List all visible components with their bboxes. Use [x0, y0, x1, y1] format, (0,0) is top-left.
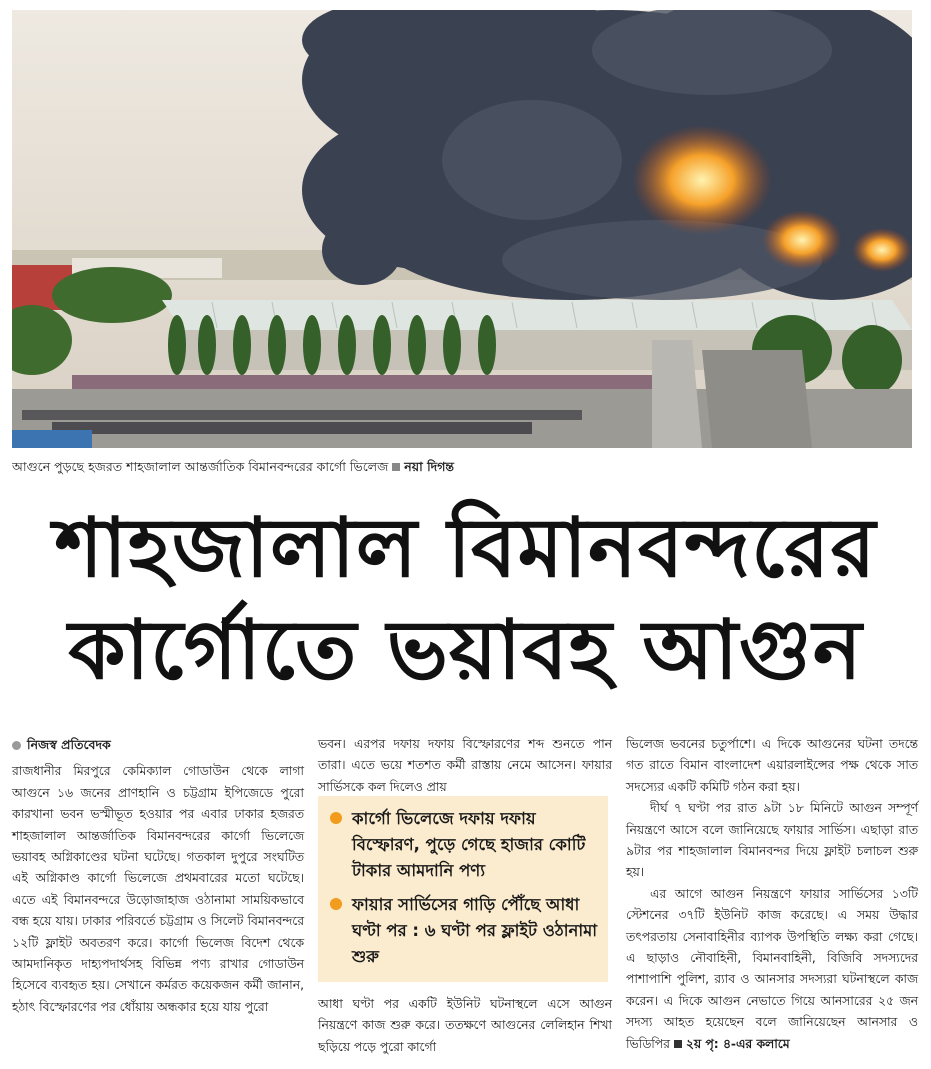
- byline: [12, 734, 304, 755]
- column-2-bottom-text: আধা ঘণ্টা পর একটি ইউনিট ঘটনাস্থলে এসে আগুন নিয়ন্ত্রণে কাজ শুরু করে। ততক্ষণে আগুনের লেলিহান শিখা ছড়িয়ে পড়ে পুরো কার্গো: [318, 997, 612, 1054]
- byline-text: নিজস্ব প্রতিবেদক: [27, 737, 111, 752]
- column-3-paragraph-3-text: এর আগে আগুন নিয়ন্ত্রণে ফায়ার সার্ভিসের ১৩টি স্টেশনের ৩৭টি ইউনিট কাজ করেছে। এ সময় উদ্ধার তৎপরতায় সেনাবাহিনীর ব্যাপক উপস্থিতি লক্ষ্য করা গেছে। এ ছাড়াও নৌবাহিনী, বিমানবাহিনী, বিজিবি সদস্যদের পাশাপাশি পুলিশ, র‍্যাব ও আনসার সদস্যরা ঘটনাস্থলে কাজ করেন। এ দিকে আগুন নেভাতে গিয়ে আনসারের ২৫ জন সদস্য আহত হয়েছেন বলে জানিয়েছেন আনসার ও ভিডিপির: [626, 886, 918, 1051]
- column-3-paragraph-3: [626, 884, 918, 1055]
- photo-caption: [12, 456, 912, 478]
- highlight-item: [330, 806, 598, 884]
- article-column-1: [12, 734, 304, 1018]
- continuation-note: [670, 1037, 790, 1051]
- column-1-text: রাজধানীর মিরপুরে কেমিক্যাল গোডাউন থেকে লাগা আগুনে ১৬ জনের প্রাণহানি ও চট্টগ্রাম ইপিজেডে পুরো কারখানা ভবন ভস্মীভূত হওয়ার পর এবার ঢাকার হজরত শাহজালাল আন্তর্জাতিক বিমানবন্দরের কার্গো ভিলেজে ভয়াবহ অগ্নিকাণ্ডের ঘটনা ঘটেছে। গতকাল দুপুরে সংঘটিত এই অগ্নিকাণ্ড কার্গো ভিলেজে প্রথমবারের মতো ঘটেছে। এতে এই বিমানবন্দরে উড়োজাহাজ ওঠানামা সাময়িকভাবে বন্ধ হয়ে যায়। ঢাকার পরিবর্তে চট্টগ্রাম ও সিলেট বিমানবন্দরে ১২টি ফ্লাইট অবতরণ করে। কার্গো ভিলেজ বিদেশ থেকে আমদানিকৃত দাহ্যপদার্থসহ বিভিন্ন পণ্য রাখার গোডাউন হিসেবে ব্যবহৃত হয়। সেখানে কর্মরত কয়েকজন কর্মী জানান, হঠাৎ বিস্ফোরণের পর ধোঁয়ায় অন্ধকার হয়ে যায় পুরো: [12, 764, 304, 1014]
- highlight-item: [330, 892, 598, 970]
- headline-line-2: কার্গোতে ভয়াবহ আগুন: [68, 603, 863, 698]
- caption-text: আগুনে পুড়ছে হজরত শাহজালাল আন্তর্জাতিক বিমানবন্দরের কার্গো ভিলেজ: [12, 459, 389, 474]
- fire-scene-image: [12, 10, 912, 448]
- orange-bullet-icon: [330, 898, 342, 910]
- orange-bullet-icon: [330, 812, 342, 824]
- headline-line-1: শাহজালাল বিমানবন্দরের: [54, 501, 877, 596]
- highlight-text: কার্গো ভিলেজে দফায় দফায় বিস্ফোরণ, পুড়ে গেছে হাজার কোটি টাকার আমদানি পণ্য: [352, 809, 586, 880]
- column-3-paragraph-1: ভিলেজ ভবনের চতুর্পাশে। এ দিকে আগুনের ঘটনা তদন্তে গত রাতে বিমান বাংলাদেশ এয়ারলাইন্সের পক্ষ থেকে সাত সদস্যের একটি কমিটি গঠন করা হয়।: [626, 737, 918, 794]
- separator-square-icon: [674, 1040, 682, 1048]
- continuation-text: ২য় পৃ: ৪-এর কলামে: [685, 1036, 790, 1051]
- article-column-2-bottom: [318, 994, 612, 1058]
- column-2-top-text: ভবন। এরপর দফায় দফায় বিস্ফোরণের শব্দ শুনতে পান তারা। এতে ভয়ে শতশত কর্মী রাস্তায় নেমে আসেন। ফায়ার সার্ভিসকে কল দিলেও প্রায়: [318, 737, 612, 794]
- separator-square-icon: [392, 463, 400, 471]
- headline: [0, 498, 931, 702]
- article-column-2: [318, 734, 612, 798]
- article-column-3: [626, 734, 918, 1055]
- news-photo: [12, 10, 912, 448]
- bullet-dot-icon: [12, 741, 21, 750]
- highlight-text: ফায়ার সার্ভিসের গাড়ি পৌঁছে আধা ঘণ্টা পর : ৬ ঘণ্টা পর ফ্লাইট ওঠানামা শুরু: [352, 895, 598, 966]
- highlight-box: [318, 796, 608, 982]
- column-3-paragraph-2: দীর্ঘ ৭ ঘণ্টা পর রাত ৯টা ১৮ মিনিটে আগুন সম্পূর্ণ নিয়ন্ত্রণে আসে বলে জানিয়েছে ফায়ার সার্ভিস। এছাড়া রাত ৯টার পর শাহজালাল বিমানবন্দর দিয়ে ফ্লাইট চলাচল শুরু হয়।: [626, 801, 918, 880]
- photo-credit: নয়া দিগন্ত: [404, 459, 455, 474]
